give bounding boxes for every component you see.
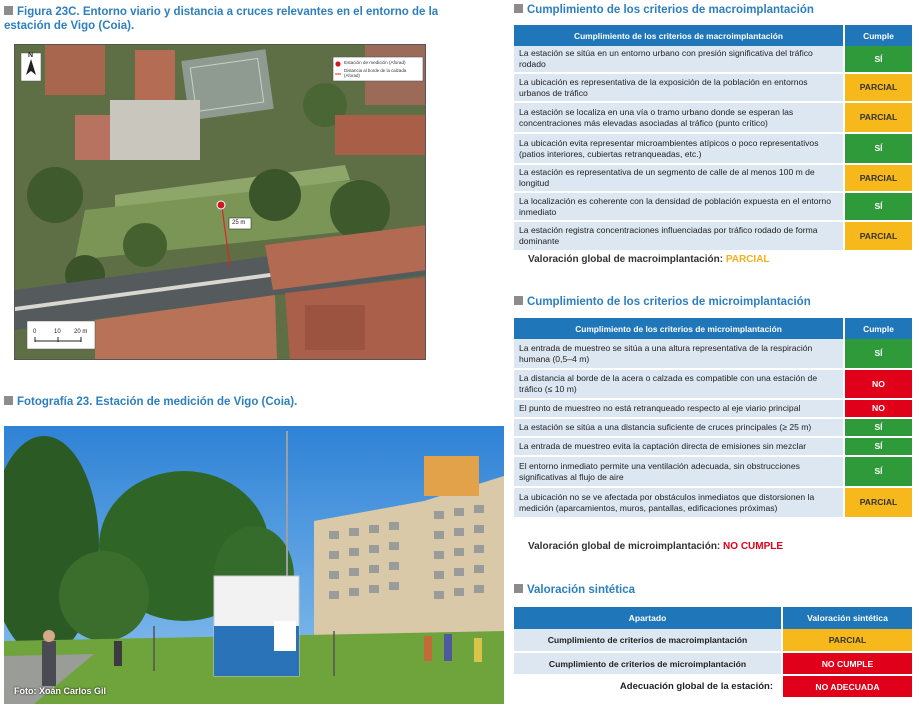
macro-global-label: Valoración global de macroimplantación: [528,254,724,265]
map-title-line2: estación de Vigo (Coia). [4,20,135,32]
square-bullet-icon [514,4,523,13]
micro-global-label: Valoración global de microimplantación: [528,541,721,552]
criteria-text: La distancia al borde de la acera o calzada es compatible con una estación de tráfico (≤ 10 m) [514,369,844,399]
table-row [514,418,912,437]
scale-label-20: 20 m [74,329,88,335]
photo-credit: Foto: Xoán Carlos Gil [14,686,107,696]
criteria-text: La estación se sitúa a una distancia suficiente de cruces principales (≥ 25 m) [514,418,844,437]
criteria-text: El entorno inmediato permite una ventilación adecuada, sin obstrucciones significativas al flujo de aire [514,456,844,487]
table-row [514,456,912,487]
table-row [514,102,912,133]
table-row [514,192,912,221]
criteria-text: La estación es representativa de un segmento de calle de al menos 100 m de longitud [514,164,844,192]
micro-header-result: Cumple [844,318,912,339]
table-row [514,164,912,192]
synthesis-total-label: Adecuación global de la estación: [514,675,782,698]
table-row [514,221,912,251]
micro-global-rating [528,541,783,552]
distance-label: 25 m [232,220,246,226]
result-badge: PARCIAL [844,73,912,102]
map-figure-title [4,5,438,33]
map-title-line1: Figura 23C. Entorno viario y distancia a cruces relevantes en el entorno de la [17,6,439,18]
square-bullet-icon [4,396,13,405]
criteria-text: La estación se localiza en una vía o tramo urbano donde se esperan las concentraciones más elevadas asociadas al tráfico (punto crítico) [514,102,844,133]
square-bullet-icon [514,296,523,305]
criteria-text: La ubicación no se ve afectada por obstáculos inmediatos que distorsionen la medición (aparcamientos, muros, pantallas, edificaciones próximas) [514,487,844,518]
result-badge: SÍ [844,133,912,164]
result-badge: PARCIAL [844,102,912,133]
synthesis-section-title [514,584,635,596]
result-badge: SÍ [844,418,912,437]
square-bullet-icon [514,584,523,593]
criteria-text: La localización es coherente con la densidad de población expuesta en el entorno inmediato [514,192,844,221]
north-label: N [28,52,34,59]
map-legend-station: Estación de medición (Aforad) [344,60,406,65]
table-row [514,339,912,369]
macro-section-title [514,4,814,16]
scale-label-0: 0 [33,329,37,335]
aerial-map [14,44,426,360]
result-badge: SÍ [844,437,912,456]
table-row [514,629,912,652]
table-row [514,652,912,675]
criteria-text: El punto de muestreo no está retranqueado respecto al eje viario principal [514,399,844,418]
synthesis-total-value: NO ADECUADA [782,675,912,698]
criteria-text: La ubicación evita representar microambientes atípicos o poco representativos (patios interiores, cubiertas retranqueadas, etc.) [514,133,844,164]
synthesis-row-label: Cumplimiento de criterios de macroimplantación [514,629,782,652]
micro-global-value: NO CUMPLE [723,541,784,552]
micro-header-criteria: Cumplimiento de los criterios de microimplantación [514,318,844,339]
result-badge: NO [844,399,912,418]
synthesis-header-section: Apartado [514,607,782,629]
result-badge: PARCIAL [844,221,912,251]
station-photo-drawing [4,426,504,704]
table-row [514,675,912,698]
synthesis-header-value: Valoración sintética [782,607,912,629]
table-row [514,133,912,164]
square-bullet-icon [4,6,13,15]
aerial-map-drawing [15,45,426,360]
micro-title-text: Cumplimiento de los criterios de microimplantación [527,296,811,308]
result-badge: SÍ [844,46,912,73]
micro-section-title [514,296,811,308]
photo-title: Fotografía 23. Estación de medición de Vigo (Coia). [17,396,298,408]
synthesis-row-value: NO CUMPLE [782,652,912,675]
synthesis-table [514,607,912,699]
table-row [514,369,912,399]
result-badge: SÍ [844,456,912,487]
table-row [514,399,912,418]
criteria-text: La entrada de muestreo evita la captación directa de emisiones sin mezclar [514,437,844,456]
result-badge: PARCIAL [844,164,912,192]
table-row [514,73,912,102]
map-legend-distance: Distancia al borde de la calzada (Aforad) [344,68,407,78]
synthesis-row-value: PARCIAL [782,629,912,652]
macro-header-criteria: Cumplimiento de los criterios de macroimplantación [514,25,844,46]
criteria-text: La estación se sitúa en un entorno urbano con presión significativa del tráfico rodado [514,46,844,73]
table-row [514,487,912,518]
macro-table [514,25,912,252]
criteria-text: La entrada de muestreo se sitúa a una altura representativa de la respiración humana (0,5–4 m) [514,339,844,369]
macro-header-result: Cumple [844,25,912,46]
criteria-text: La estación registra concentraciones influenciadas por tráfico rodado de forma dominante [514,221,844,251]
criteria-text: La ubicación es representativa de la exposición de la población en entornos urbanos de tráfico [514,73,844,102]
synthesis-row-label: Cumplimiento de criterios de microimplantación [514,652,782,675]
macro-global-rating [528,254,770,265]
micro-table [514,318,912,519]
synthesis-title-text: Valoración sintética [527,584,636,596]
result-badge: SÍ [844,192,912,221]
result-badge: SÍ [844,339,912,369]
photo-figure-title [4,395,297,409]
macro-title-text: Cumplimiento de los criterios de macroimplantación [527,4,814,16]
macro-global-value: PARCIAL [725,254,770,265]
result-badge: NO [844,369,912,399]
table-row [514,46,912,73]
scale-label-10: 10 [54,329,61,335]
station-photo [4,426,504,704]
table-row [514,437,912,456]
result-badge: PARCIAL [844,487,912,518]
